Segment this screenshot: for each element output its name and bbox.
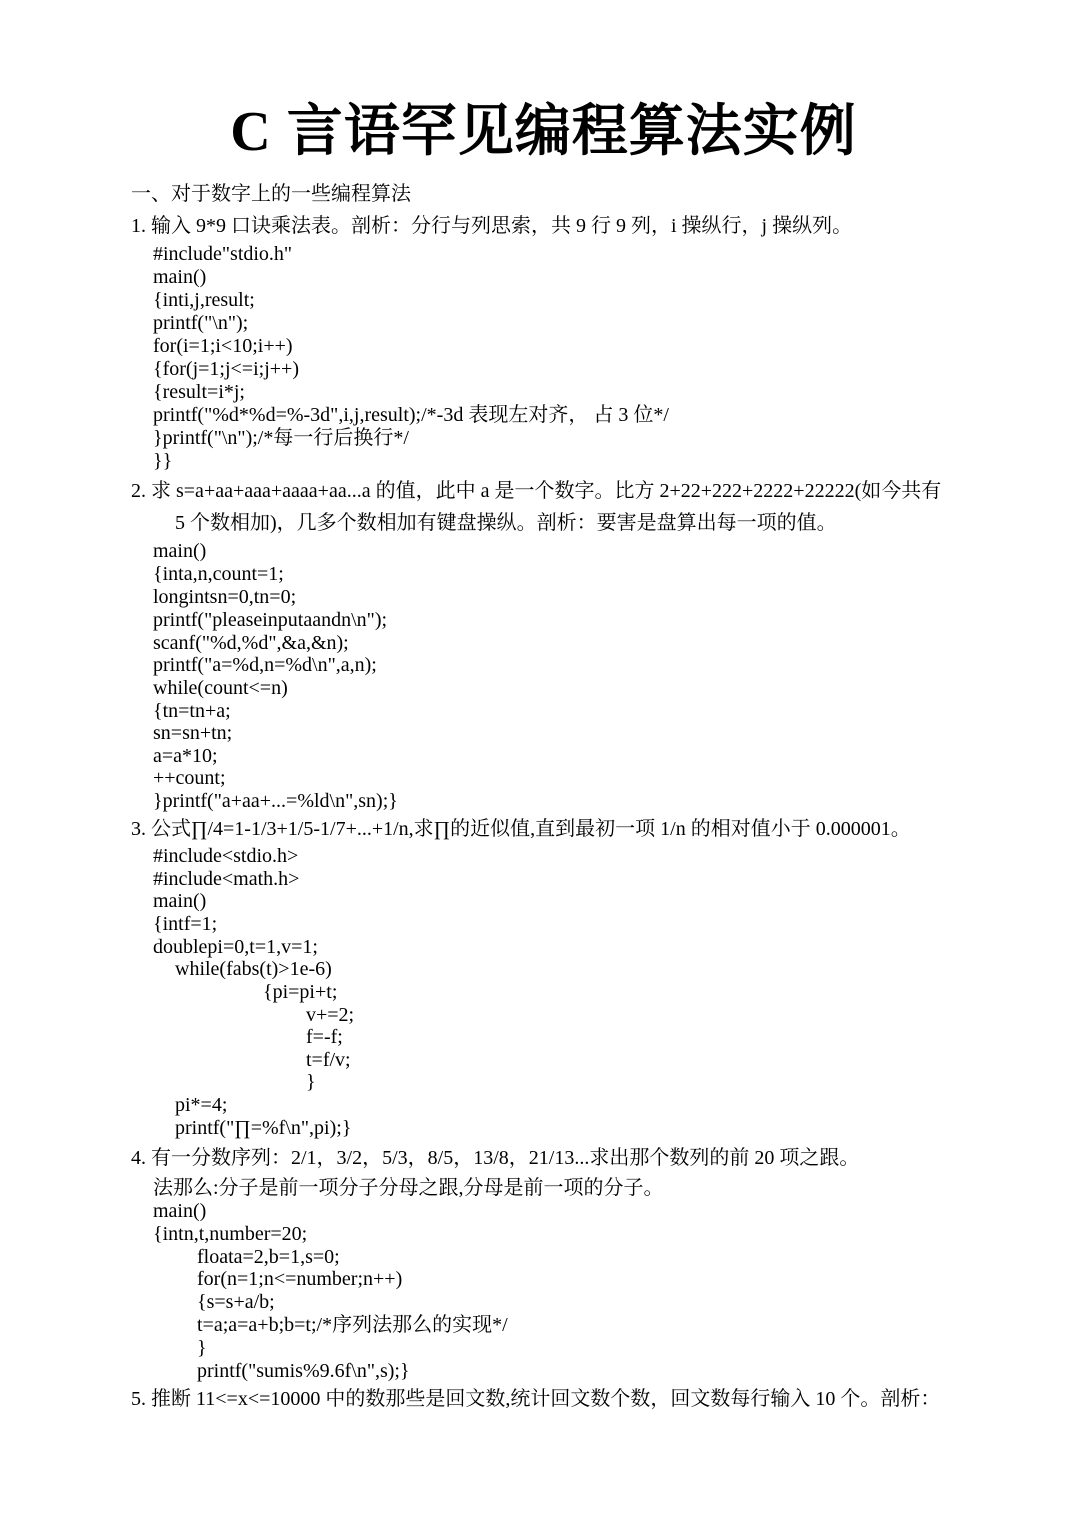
code-line: #include<stdio.h> xyxy=(153,845,299,867)
code-line: }printf("\n");/*每一行后换行*/ xyxy=(153,427,409,449)
code-line: {pi=pi+t; xyxy=(263,981,338,1003)
code-line: while(count<=n) xyxy=(153,677,288,699)
question-2: 2. 求 s=a+aa+aaa+aaaa+aa...a 的值，此中 a 是一个数字。比方 2+22+222+2222+22222(如今共有 xyxy=(131,480,942,502)
code-line: #include<math.h> xyxy=(153,868,300,890)
code-line: }} xyxy=(153,450,173,472)
code-line: printf("∏=%f\n",pi);} xyxy=(175,1117,352,1139)
question-5: 5. 推断 11<=x<=10000 中的数那些是回文数,统计回文数个数，回文数每行输入 10 个。剖析： xyxy=(131,1388,941,1410)
code-line: a=a*10; xyxy=(153,745,218,767)
code-line: {for(j=1;j<=i;j++) xyxy=(153,358,299,380)
code-line: sn=sn+tn; xyxy=(153,722,233,744)
page-title: C 言语罕见编程算法实例 xyxy=(230,101,857,163)
code-line: ++count; xyxy=(153,767,226,789)
code-line: for(i=1;i<10;i++) xyxy=(153,335,293,357)
code-line: while(fabs(t)>1e-6) xyxy=(175,958,332,980)
section-heading: 一、对于数字上的一些编程算法 xyxy=(131,183,411,205)
code-line: {inta,n,count=1; xyxy=(153,563,284,585)
code-line: main() xyxy=(153,266,207,288)
code-line: printf("pleaseinputaandn\n"); xyxy=(153,609,388,631)
question-3: 3. 公式∏/4=1-1/3+1/5-1/7+...+1/n,求∏的近似值,直到最初一项 1/n 的相对值小于 0.000001。 xyxy=(131,818,911,840)
code-line: printf("\n"); xyxy=(153,312,249,334)
code-line: printf("sumis%9.6f\n",s);} xyxy=(197,1360,410,1382)
code-line: main() xyxy=(153,1200,207,1222)
question-4-rule: 法那么:分子是前一项分子分母之跟,分母是前一项的分子。 xyxy=(153,1177,664,1199)
code-line: {intf=1; xyxy=(153,913,218,935)
code-line: }printf("a+aa+...=%ld\n",sn);} xyxy=(153,790,398,812)
code-line: f=-f; xyxy=(306,1026,343,1048)
question-4: 4. 有一分数序列：2/1，3/2，5/3，8/5，13/8，21/13...求出那个数列的前 20 项之跟。 xyxy=(131,1147,860,1169)
code-line: t=f/v; xyxy=(306,1049,351,1071)
question-2-cont: 5 个数相加)，几多个数相加有键盘操纵。剖析：要害是盘算出每一项的值。 xyxy=(175,512,837,534)
code-line: floata=2,b=1,s=0; xyxy=(197,1246,340,1268)
code-line: pi*=4; xyxy=(175,1094,228,1116)
code-line: {intn,t,number=20; xyxy=(153,1223,308,1245)
code-line: {result=i*j; xyxy=(153,381,245,403)
code-line: printf("%d*%d=%-3d",i,j,result);/*-3d 表现左对齐， 占 3 位*/ xyxy=(153,404,669,426)
code-line: {tn=tn+a; xyxy=(153,700,231,722)
code-line: v+=2; xyxy=(306,1004,355,1026)
code-line: scanf("%d,%d",&a,&n); xyxy=(153,632,349,654)
question-1: 1. 输入 9*9 口诀乘法表。剖析：分行与列思索，共 9 行 9 列，i 操纵行，j 操纵列。 xyxy=(131,215,853,237)
code-line: #include"stdio.h" xyxy=(153,243,293,265)
code-line: } xyxy=(306,1071,316,1093)
code-line: {inti,j,result; xyxy=(153,289,255,311)
code-line: t=a;a=a+b;b=t;/*序列法那么的实现*/ xyxy=(197,1314,508,1336)
code-line: for(n=1;n<=number;n++) xyxy=(197,1268,403,1290)
code-line: } xyxy=(197,1337,207,1359)
code-line: {s=s+a/b; xyxy=(197,1291,275,1313)
code-line: main() xyxy=(153,890,207,912)
code-line: main() xyxy=(153,540,207,562)
code-line: doublepi=0,t=1,v=1; xyxy=(153,936,318,958)
code-line: printf("a=%d,n=%d\n",a,n); xyxy=(153,654,377,676)
code-line: longintsn=0,tn=0; xyxy=(153,586,297,608)
